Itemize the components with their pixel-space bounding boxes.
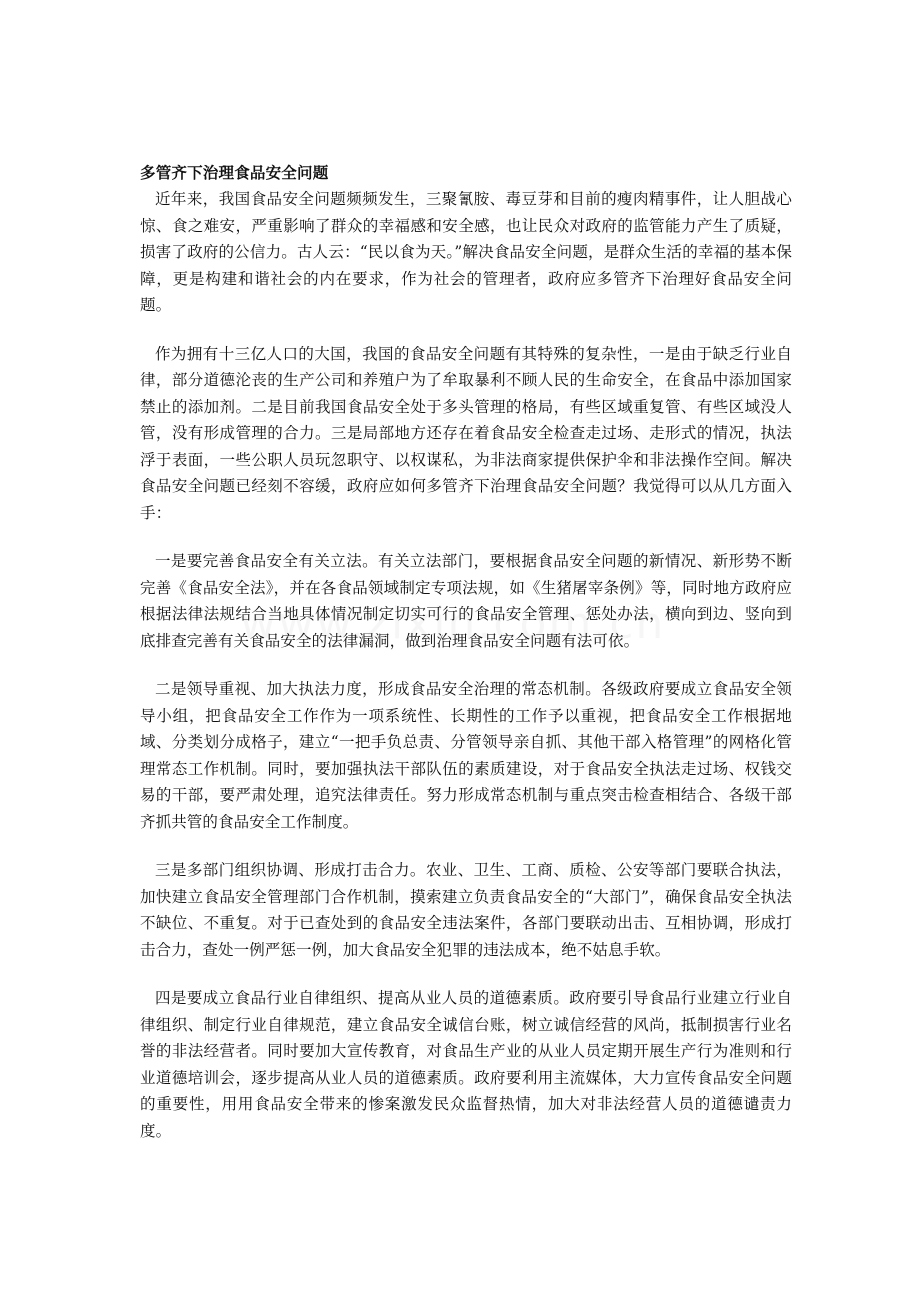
paragraph-intro: 近年来，我国食品安全问题频频发生，三聚氰胺、毒豆芽和目前的瘦肉精事件，让人胆战心惊、食之难安，严重影响了群众的幸福感和安全感，也让民众对政府的监管能力产生了质疑，损害了政府的公信力。古人云：“民以食为天。”解决食品安全问题，是群众生活的幸福的基本保障，更是构建和谐社会的内在要求，作为社会的管理者，政府应多管齐下治理好食品安全问题。	[140, 190, 792, 314]
paragraph-point-4: 四是要成立食品行业自律组织、提高从业人员的道德素质。政府要引导食品行业建立行业自律组织、制定行业自律规范，建立食品安全诚信台账，树立诚信经营的风尚，抵制损害行业名誉的非法经营者。同时要加大宣传教育，对食品生产业的从业人员定期开展生产行为准则和行业道德培训会，逐步提高从业人员的道德素质。政府要利用主流媒体，大力宣传食品安全问题的重要性，用用食品安全带来的惨案激发民众监督热情，加大对非法经营人员的道德谴责力度。	[140, 989, 792, 1140]
document-body	[140, 160, 792, 1144]
paragraph-point-3: 三是多部门组织协调、形成打击合力。农业、卫生、工商、质检、公安等部门要联合执法，加快建立食品安全管理部门合作机制，摸索建立负责食品安全的“大部门”，确保食品安全执法不缺位、不重复。对于已查处到的食品安全违法案件，各部门要联动出击、互相协调，形成打击合力，查处一例严惩一例，加大食品安全犯罪的违法成本，绝不姑息手软。	[140, 861, 792, 959]
paragraph-point-1: 一是要完善食品安全有关立法。有关立法部门，要根据食品安全问题的新情况、新形势不断完善《食品安全法》，并在各食品领域制定专项法规，如《生猪屠宰条例》等，同时地方政府应根据法律法规结合当地具体情况制定切实可行的食品安全管理、惩处办法，横向到边、竖向到底排查完善有关食品安全的法律漏洞，做到治理食品安全问题有法可依。	[140, 552, 792, 650]
document-title: 多管齐下治理食品安全问题	[140, 164, 329, 182]
paragraph-gap	[140, 654, 792, 676]
paragraph-gap	[140, 319, 792, 341]
paragraph-point-2: 二是领导重视、加大执法力度，形成食品安全治理的常态机制。各级政府要成立食品安全领导小组，把食品安全工作作为一项系统性、长期性的工作予以重视，把食品安全工作根据地域、分类划分成格子，建立“一把手负总责、分管领导亲自抓、其他干部入格管理”的网格化管理常态工作机制。同时，要加强执法干部队伍的素质建设，对于食品安全执法走过场、权钱交易的干部，要严肃处理，追究法律责任。努力形成常态机制与重点突击检查相结合、各级干部齐抓共管的食品安全工作制度。	[140, 680, 792, 831]
paragraph-gap	[140, 963, 792, 985]
paragraph-gap	[140, 526, 792, 548]
paragraph-background: 作为拥有十三亿人口的大国，我国的食品安全问题有其特殊的复杂性，一是由于缺乏行业自律，部分道德沦丧的生产公司和养殖户为了牟取暴利不顾人民的生命安全，在食品中添加国家禁止的添加剂。二是目前我国食品安全处于多头管理的格局，有些区域重复管、有些区域没人管，没有形成管理的合力。三是局部地方还存在着食品安全检查走过场、走形式的情况，执法浮于表面，一些公职人员玩忽职守、以权谋私，为非法商家提供保护伞和非法操作空间。解决食品安全问题已经刻不容缓，政府应如何多管齐下治理食品安全问题？我觉得可以从几方面入手：	[140, 344, 792, 522]
paragraph-gap	[140, 835, 792, 857]
